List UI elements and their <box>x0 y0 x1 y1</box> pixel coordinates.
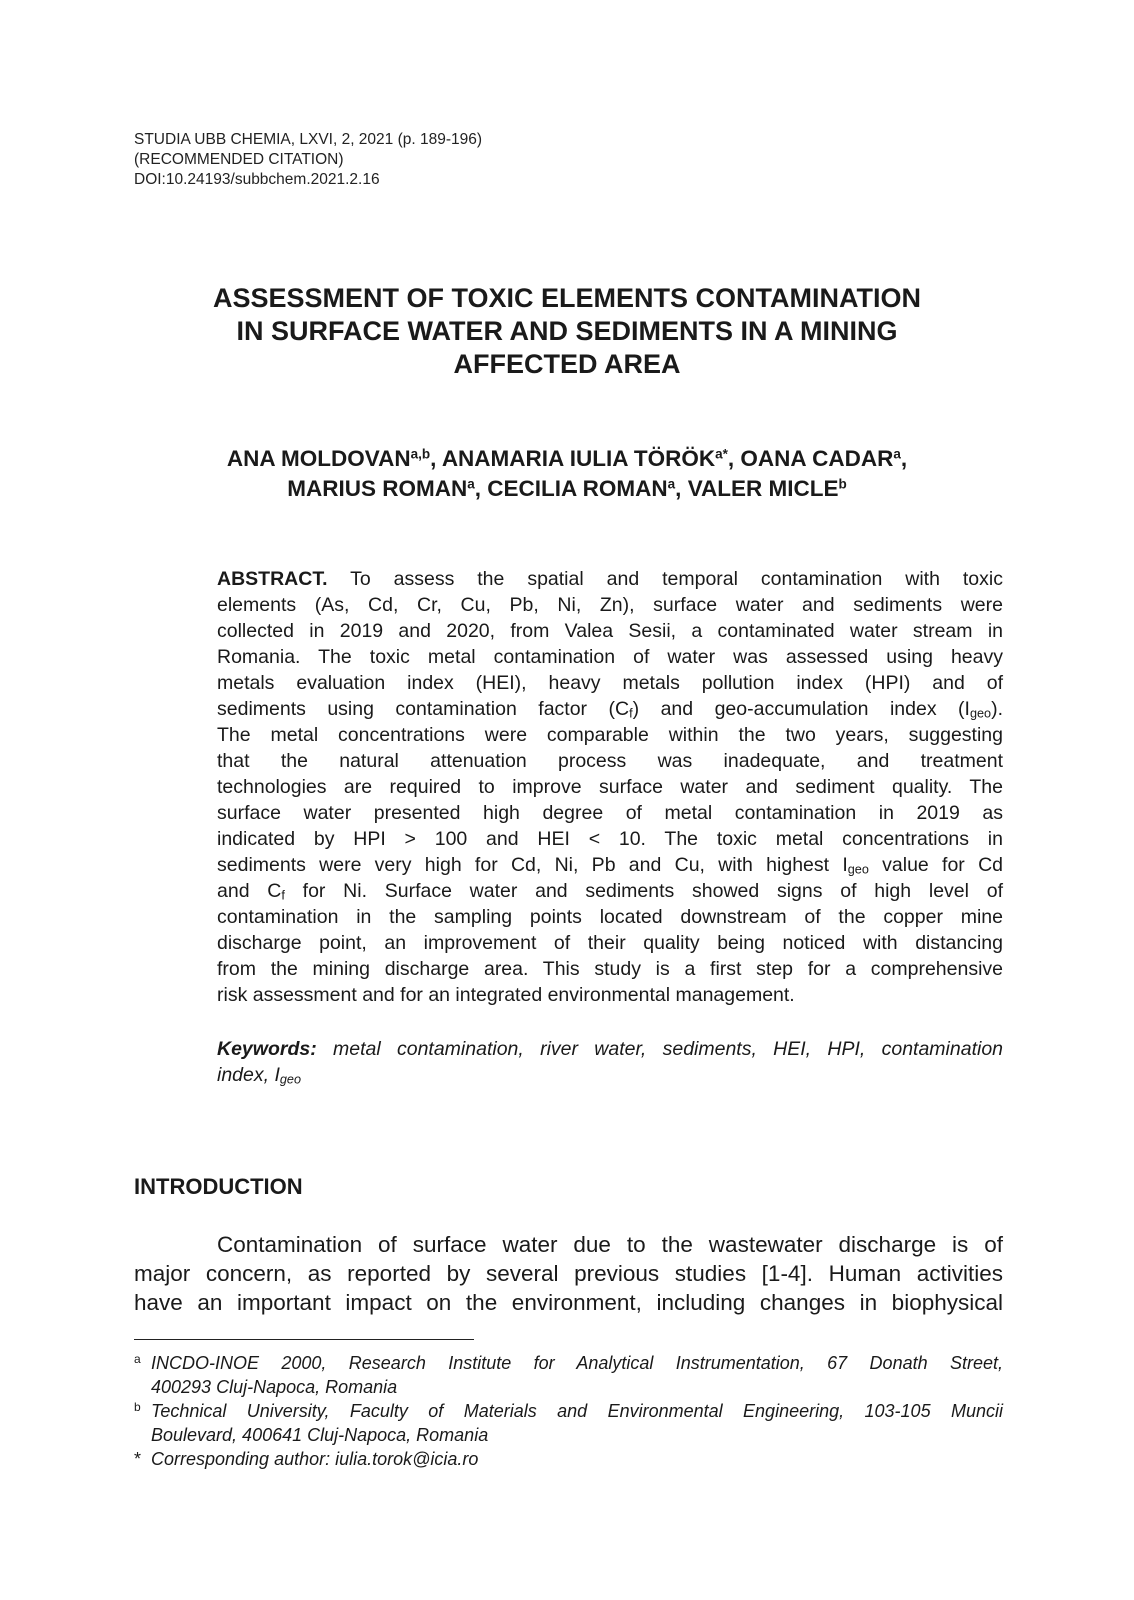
footnote-affiliation-b <box>134 1399 1003 1447</box>
abstract-line: surface water presented high degree of metal contamination in 2019 as <box>217 802 1003 824</box>
section-heading-introduction: INTRODUCTION <box>134 1174 303 1199</box>
abstract-line: indicated by HPI > 100 and HEI < 10. The toxic metal concentrations in <box>217 828 1003 850</box>
recommended-citation-label: (RECOMMENDED CITATION) <box>134 151 344 168</box>
footnote-line: Boulevard, 400641 Cluj-Napoca, Romania <box>151 1425 489 1445</box>
abstract-line: The metal concentrations were comparable within the two years, suggesting <box>217 724 1003 746</box>
title-line: IN SURFACE WATER AND SEDIMENTS IN A MINING <box>236 316 898 346</box>
footnote-line: Technical University, Faculty of Materials and Environmental Engineering, 103-105 Muncii <box>151 1401 1003 1421</box>
author-name: OANA CADAR <box>740 446 894 471</box>
footnote-corresponding-author <box>134 1447 1003 1471</box>
abstract-line: that the natural attenuation process was inadequate, and treatment <box>217 750 1003 772</box>
footnote-line: 400293 Cluj-Napoca, Romania <box>151 1377 398 1397</box>
author-affiliation: a <box>893 446 901 462</box>
author-name: ANA MOLDOVAN <box>226 446 411 471</box>
abstract-line: Romania. The toxic metal contamination of water was assessed using heavy <box>217 646 1003 668</box>
body-text-line: have an important impact on the environment, including changes in biophysical <box>134 1290 1003 1315</box>
footnote-divider <box>134 1339 474 1340</box>
abstract-line: metals evaluation index (HEI), heavy metals pollution index (HPI) and of <box>217 672 1003 694</box>
abstract-line: contamination in the sampling points located downstream of the copper mine <box>217 906 1003 928</box>
body-text-line: Contamination of surface water due to the wastewater discharge is of <box>217 1232 1003 1257</box>
abstract-line: sediments were very high for Cd, Ni, Pb and Cu, with highest $I_{geo}$ value for Cd <box>217 854 1003 877</box>
author-name: ANAMARIA IULIA TÖRÖK <box>441 446 716 471</box>
author-affiliation: a <box>667 476 676 492</box>
author-affiliation: a,b <box>410 446 431 462</box>
keywords-label: Keywords: <box>217 1038 317 1060</box>
footnote-mark: * <box>134 1449 142 1469</box>
author-separator: , <box>900 446 908 471</box>
abstract-line: risk assessment and for an integrated environmental management. <box>217 984 795 1006</box>
footnote-affiliation-a <box>134 1351 1003 1399</box>
author-separator: , <box>430 446 442 471</box>
keywords <box>217 1036 1003 1088</box>
title-line: AFFECTED AREA <box>453 349 681 379</box>
author-line <box>100 444 1034 474</box>
abstract-label: ABSTRACT. <box>217 568 328 590</box>
author-list <box>100 444 1034 504</box>
footnotes <box>134 1351 1003 1471</box>
paper-title <box>100 282 1034 381</box>
abstract-line: and $C_f$ for Ni. Surface water and sediments showed signs of high level of <box>217 880 1003 903</box>
abstract-line: from the mining discharge area. This study is a first step for a comprehensive <box>217 958 1003 980</box>
author-affiliation: a* <box>715 446 728 462</box>
introduction-body <box>134 1230 1003 1317</box>
abstract-line: sediments using contamination factor $(C_f)$ and geo-accumulation index $(I_{geo})$. <box>217 698 1003 721</box>
author-affiliation: b <box>838 476 847 492</box>
abstract <box>217 566 1003 1008</box>
abstract-line: elements (As, Cd, Cr, Cu, Pb, Ni, Zn), surface water and sediments were <box>217 594 1003 616</box>
author-separator: , <box>675 476 688 501</box>
author-name: MARIUS ROMAN <box>287 476 468 501</box>
journal-header <box>134 130 482 190</box>
author-line <box>100 474 1034 504</box>
corresponding-author-email[interactable]: Corresponding author: iulia.torok@icia.ro <box>151 1449 479 1469</box>
footnote-mark: b <box>134 1400 141 1414</box>
author-affiliation: a <box>467 476 475 492</box>
author-separator: , <box>727 446 741 471</box>
footnote-mark: a <box>134 1352 141 1366</box>
footnote-line: INCDO-INOE 2000, Research Institute for Analytical Instrumentation, 67 Donath Street, <box>151 1353 1003 1373</box>
author-name: CECILIA ROMAN <box>487 476 668 501</box>
keywords-line: Keywords: metal contamination, river water, sediments, HEI, HPI, contamination <box>217 1038 1004 1060</box>
author-separator: , <box>474 476 488 501</box>
journal-citation: STUDIA UBB CHEMIA, LXVI, 2, 2021 (p. 189-196) <box>134 131 483 148</box>
keywords-line: index, $I_{geo}$ <box>217 1064 301 1087</box>
abstract-line: discharge point, an improvement of their quality being noticed with distancing <box>217 932 1003 954</box>
abstract-line: ABSTRACT. To assess the spatial and temporal contamination with toxic <box>217 568 1003 590</box>
abstract-line: collected in 2019 and 2020, from Valea Sesii, a contaminated water stream in <box>217 620 1003 642</box>
doi[interactable]: DOI:10.24193/subbchem.2021.2.16 <box>134 171 380 188</box>
abstract-line: technologies are required to improve surface water and sediment quality. The <box>217 776 1003 798</box>
body-text-line: major concern, as reported by several previous studies [1-4]. Human activities <box>134 1261 1003 1286</box>
author-name: VALER MICLE <box>687 476 839 501</box>
title-line: ASSESSMENT OF TOXIC ELEMENTS CONTAMINATION <box>212 283 922 313</box>
